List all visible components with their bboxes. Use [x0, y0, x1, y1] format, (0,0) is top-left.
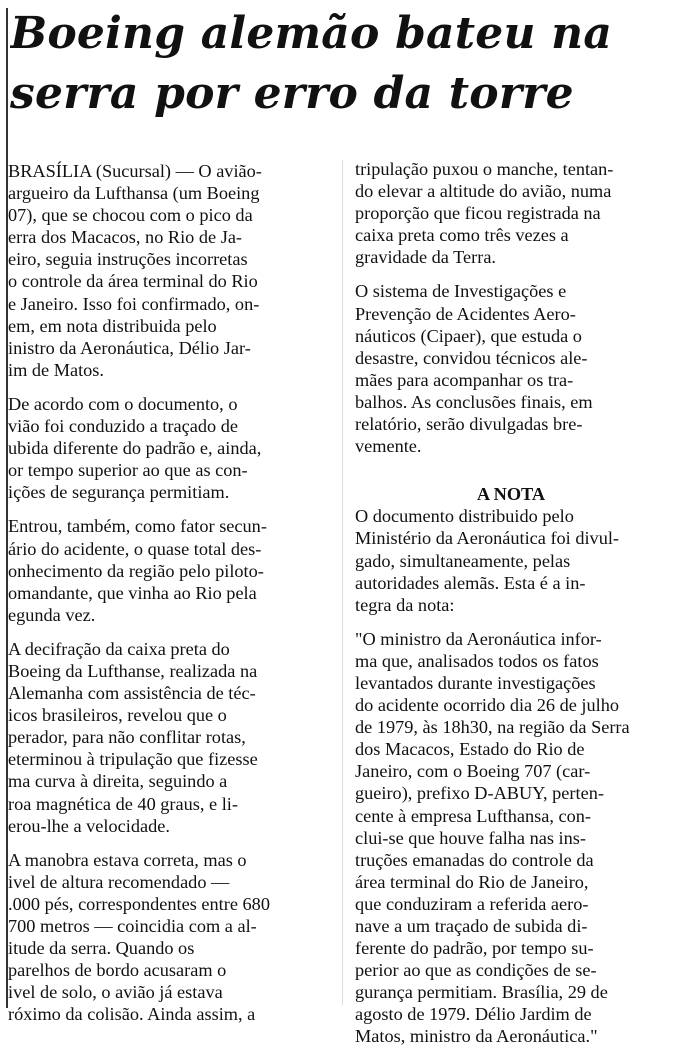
text-line: eiro, seguia instruções incorretas: [8, 249, 248, 270]
text-line: mães para acompanhar os tra-: [355, 369, 574, 390]
text-line: .000 pés, correspondentes entre 680: [8, 893, 270, 914]
text-line: itude da serra. Quando os: [8, 938, 195, 959]
text-line: proporção que ficou registrada na: [355, 203, 601, 224]
headline-line-2: serra por erro da torre: [10, 68, 574, 119]
section-subheading: A NOTA: [476, 484, 546, 505]
text-line: gado, simultaneamente, pelas: [355, 550, 571, 571]
text-line: Entrou, também, como fator secun-: [8, 516, 267, 537]
text-line: parelhos de bordo acusaram o: [8, 960, 227, 981]
text-line: im de Matos.: [8, 359, 104, 380]
text-line: 07), que se chocou com o pico da: [8, 205, 253, 226]
text-line: ubida diferente do padrão e, ainda,: [8, 438, 262, 459]
text-line: perior ao que as condições de se-: [355, 960, 597, 981]
text-line: omandante, que vinha ao Rio pela: [8, 582, 257, 603]
paragraph: [8, 160, 333, 381]
paragraph: [355, 280, 695, 457]
text-line: O documento distribuido pelo: [355, 506, 574, 527]
right-column: [355, 158, 695, 1048]
text-line: caixa preta como três vezes a: [355, 225, 569, 246]
text-line: nave a um traçado de subida di-: [355, 916, 588, 936]
text-line: tripulação puxou o manche, tentan-: [355, 159, 614, 179]
left-column: [8, 160, 333, 1025]
text-line: gueiro), prefixo D-ABUY, perten-: [355, 783, 604, 804]
text-line: or tempo superior ao que as con-: [8, 460, 248, 481]
text-line: perador, para não conflitar rotas,: [8, 727, 246, 748]
text-line: ivel de altura recomendado —: [8, 871, 230, 892]
paragraph: [8, 849, 333, 1026]
text-line: Janeiro, com o Boeing 707 (car-: [355, 761, 591, 782]
paragraph: [355, 505, 695, 615]
text-line: icos brasileiros, revelou que o: [8, 705, 227, 726]
text-line: balhos. As conclusões finais, em: [355, 391, 593, 412]
text-line: roa magnética de 40 graus, e li-: [8, 793, 238, 814]
text-line: Matos, ministro da Aeronáutica.": [355, 1026, 598, 1047]
text-line: argueiro da Lufthansa (um Boeing: [8, 183, 260, 204]
text-line: vião foi conduzido a traçado de: [8, 416, 238, 437]
text-line: vemente.: [355, 436, 422, 457]
text-line: ições de segurança permitiam.: [8, 482, 230, 503]
text-line: levantados durante investigações: [355, 672, 596, 693]
text-line: ma curva à direita, seguindo a: [8, 771, 228, 792]
text-line: relatório, serão divulgadas bre-: [355, 414, 583, 435]
text-line: 700 metros — coincidia com a al-: [8, 916, 257, 936]
text-line: em, em nota distribuida pelo: [8, 315, 217, 336]
text-line: do elevar a altitude do avião, numa: [355, 181, 612, 202]
text-line: Prevenção de Acidentes Aero-: [355, 303, 576, 324]
text-line: desastre, convidou técnicos ale-: [355, 347, 588, 368]
text-line: onhecimento da região pelo piloto-: [8, 560, 264, 581]
text-line: truções emanadas do controle da: [355, 849, 594, 870]
paragraph: [8, 515, 333, 625]
text-line: inistro da Aeronáutica, Délio Jar-: [8, 337, 251, 358]
text-line: dos Macacos, Estado do Rio de: [355, 739, 585, 760]
text-line: ma que, analisados todos os fatos: [355, 650, 599, 671]
column-divider: [342, 160, 343, 1005]
text-line: que conduziram a referida aero-: [355, 893, 589, 914]
text-line: gravidade da Terra.: [355, 247, 497, 268]
text-line: cente à empresa Lufthansa, con-: [355, 805, 592, 826]
paragraph: [355, 628, 695, 1048]
headline: [10, 4, 700, 124]
text-line: erou-lhe a velocidade.: [8, 815, 170, 836]
text-line: eterminou à tripulação que fizesse: [8, 749, 258, 770]
text-line: A manobra estava correta, mas o: [8, 849, 247, 870]
text-line: erra dos Macacos, no Rio de Ja-: [8, 227, 243, 248]
text-line: do acidente ocorrido dia 26 de julho: [355, 695, 619, 716]
text-line: de 1979, às 18h30, na região da Serra: [355, 717, 630, 738]
text-line: "O ministro da Aeronáutica infor-: [355, 628, 602, 649]
text-line: e Janeiro. Isso foi confirmado, on-: [8, 293, 260, 314]
text-line: Boeing da Lufthanse, realizada na: [8, 660, 258, 681]
paragraph: [355, 158, 695, 268]
text-line: Ministério da Aeronáutica foi divul-: [355, 528, 619, 549]
text-line: gurança permitiam. Brasília, 29 de: [355, 982, 608, 1003]
headline-line-1: Boeing alemão bateu na: [10, 8, 613, 59]
text-line: náuticos (Cipaer), que estuda o: [355, 325, 582, 346]
text-line: autoridades alemãs. Esta é a in-: [355, 572, 586, 593]
text-line: BRASÍLIA (Sucursal) — O avião-: [8, 161, 262, 181]
paragraph: [8, 638, 333, 837]
text-line: clui-se que houve falha nas ins-: [355, 827, 586, 848]
text-line: A decifração da caixa preta do: [8, 638, 230, 659]
text-line: ferente do padrão, por tempo su-: [355, 938, 594, 959]
text-line: De acordo com o documento, o: [8, 393, 238, 414]
text-line: área terminal do Rio de Janeiro,: [355, 871, 589, 892]
text-line: Alemanha com assistência de téc-: [8, 683, 256, 704]
text-line: tegra da nota:: [355, 594, 455, 615]
text-line: egunda vez.: [8, 604, 96, 625]
text-line: ivel de solo, o avião já estava: [8, 982, 223, 1003]
text-line: O sistema de Investigações e: [355, 281, 567, 302]
text-line: ário do acidente, o quase total des-: [8, 538, 262, 559]
text-line: róximo da colisão. Ainda assim, a: [8, 1004, 256, 1025]
text-line: o controle da área terminal do Rio: [8, 271, 258, 292]
paragraph: [8, 393, 333, 503]
text-line: agosto de 1979. Délio Jardim de: [355, 1004, 592, 1025]
